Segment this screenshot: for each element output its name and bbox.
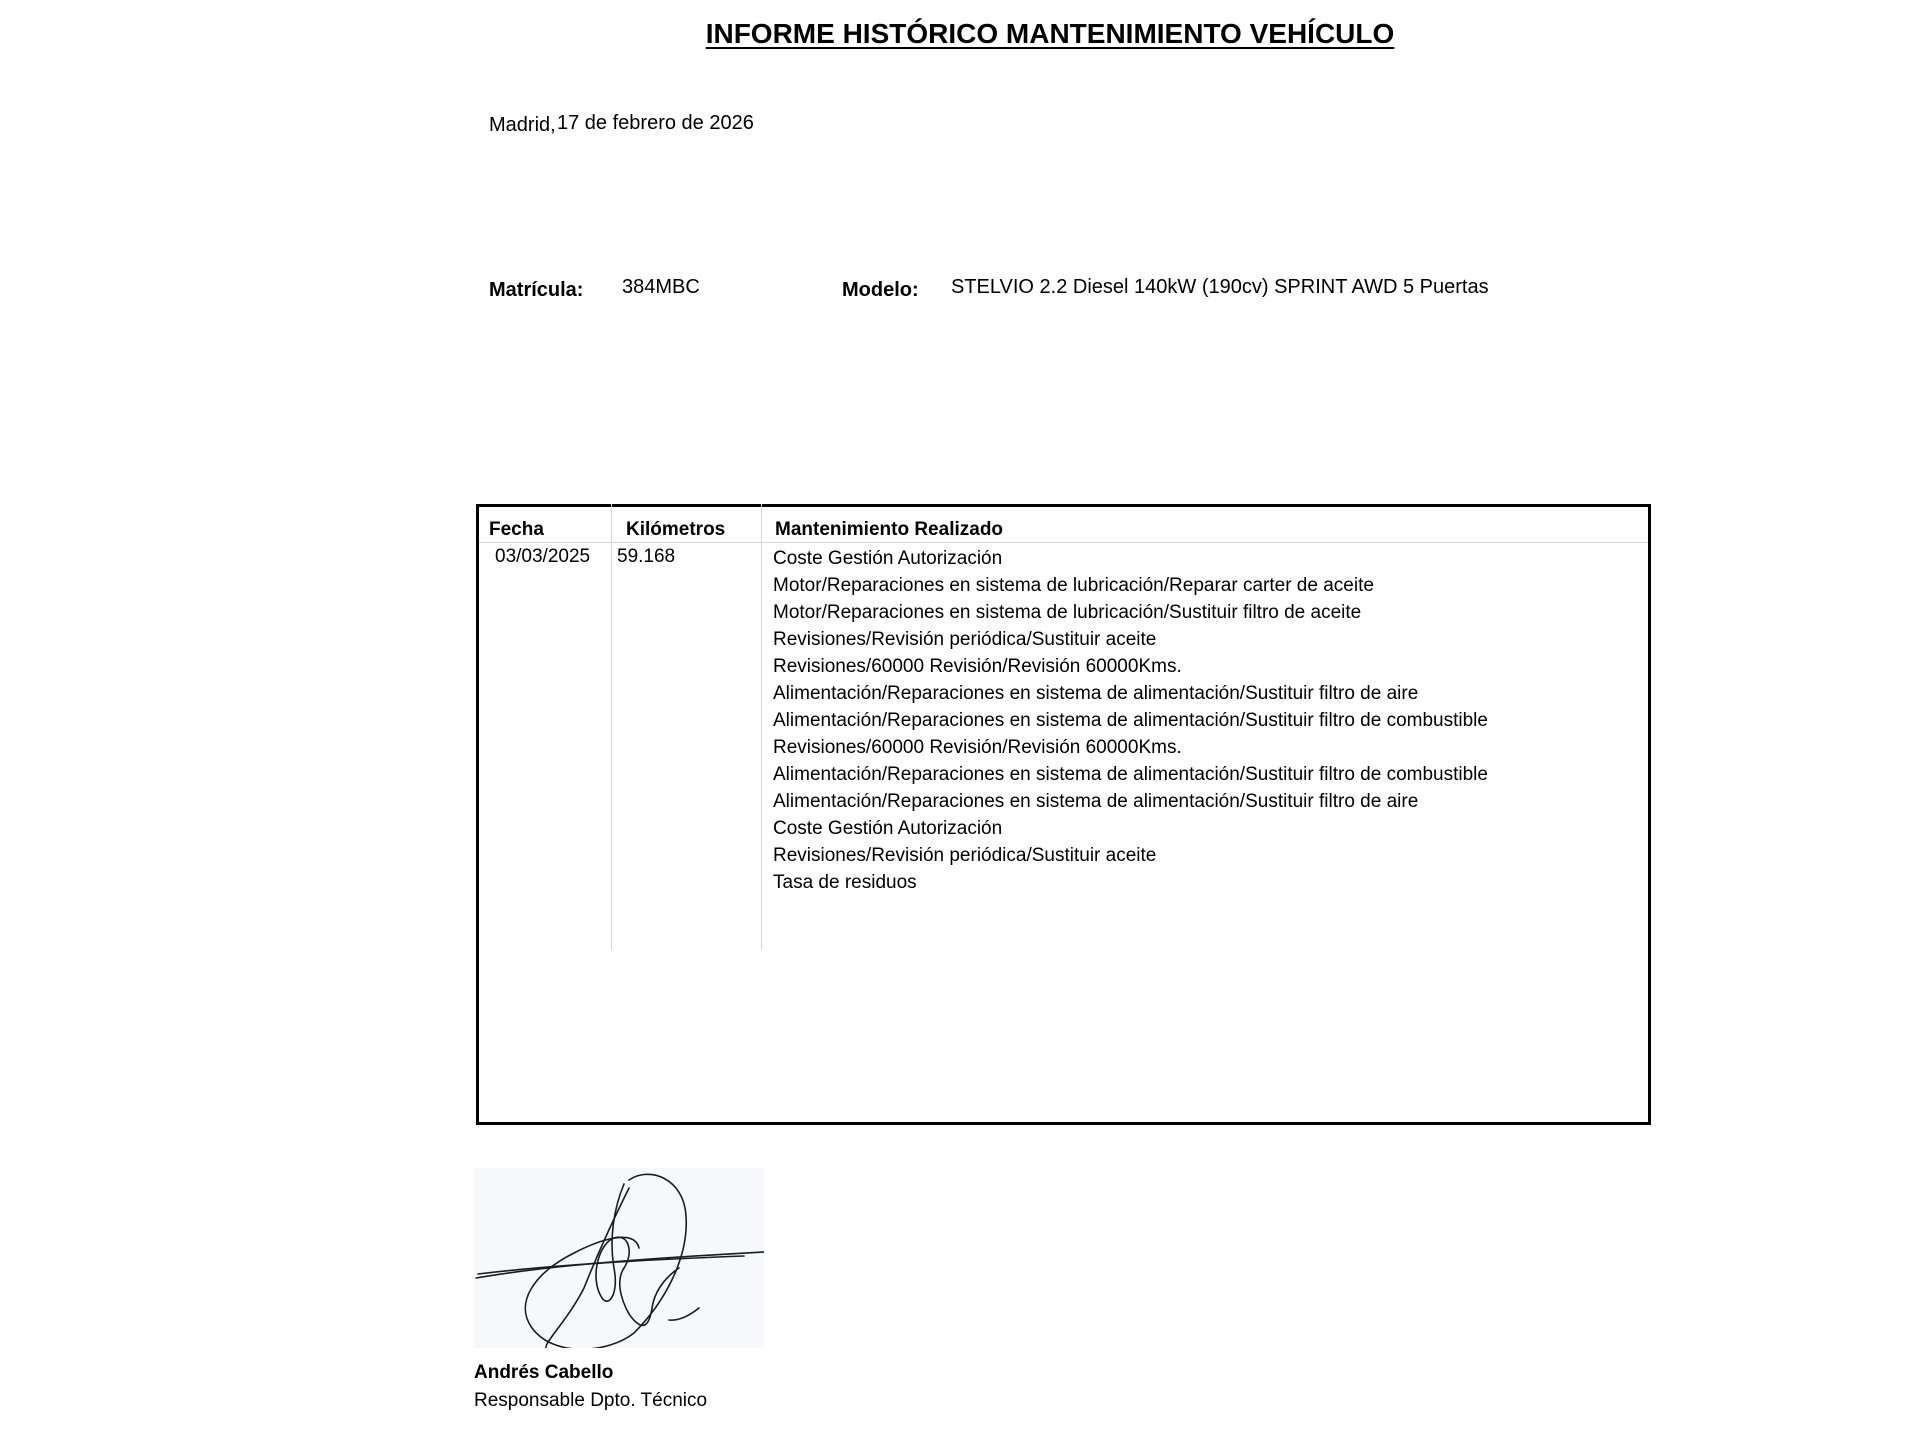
report-city: Madrid, [489, 114, 556, 136]
maintenance-item: Alimentación/Reparaciones en sistema de alimentación/Sustituir filtro de combustible [773, 710, 1488, 731]
maintenance-item: Tasa de residuos [773, 872, 917, 893]
plate-label: Matrícula: [489, 279, 584, 301]
column-divider-date [611, 504, 612, 950]
maintenance-item: Coste Gestión Autorización [773, 548, 1003, 569]
column-header-work: Mantenimiento Realizado [775, 519, 1004, 540]
column-divider-km [761, 504, 762, 950]
model-value: STELVIO 2.2 Diesel 140kW (190cv) SPRINT AWD 5 Puertas [951, 276, 1489, 298]
row-date: 03/03/2025 [495, 546, 591, 567]
plate-value: 384MBC [622, 276, 700, 298]
row-km: 59.168 [617, 546, 676, 567]
column-header-date: Fecha [489, 519, 544, 540]
column-header-km: Kilómetros [626, 519, 726, 540]
maintenance-item: Coste Gestión Autorización [773, 818, 1003, 839]
maintenance-item: Revisiones/Revisión periódica/Sustituir aceite [773, 845, 1157, 866]
signer-role: Responsable Dpto. Técnico [474, 1390, 708, 1411]
maintenance-item: Motor/Reparaciones en sistema de lubricación/Sustituir filtro de aceite [773, 602, 1362, 623]
report-date: 17 de febrero de 2026 [557, 112, 754, 134]
maintenance-item: Revisiones/60000 Revisión/Revisión 60000Kms. [773, 737, 1182, 758]
signature-image [474, 1168, 764, 1348]
maintenance-item: Alimentación/Reparaciones en sistema de alimentación/Sustituir filtro de aire [773, 683, 1419, 704]
header-divider [479, 542, 1648, 543]
report-title: INFORME HISTÓRICO MANTENIMIENTO VEHÍCULO [705, 18, 1395, 49]
maintenance-item: Alimentación/Reparaciones en sistema de alimentación/Sustituir filtro de combustible [773, 764, 1488, 785]
maintenance-item: Alimentación/Reparaciones en sistema de alimentación/Sustituir filtro de aire [773, 791, 1419, 812]
maintenance-item: Revisiones/Revisión periódica/Sustituir aceite [773, 629, 1157, 650]
maintenance-item: Revisiones/60000 Revisión/Revisión 60000Kms. [773, 656, 1182, 677]
maintenance-items [773, 545, 1493, 896]
maintenance-item: Motor/Reparaciones en sistema de lubricación/Reparar carter de aceite [773, 575, 1374, 596]
model-label: Modelo: [842, 279, 919, 301]
signer-name: Andrés Cabello [474, 1362, 614, 1383]
